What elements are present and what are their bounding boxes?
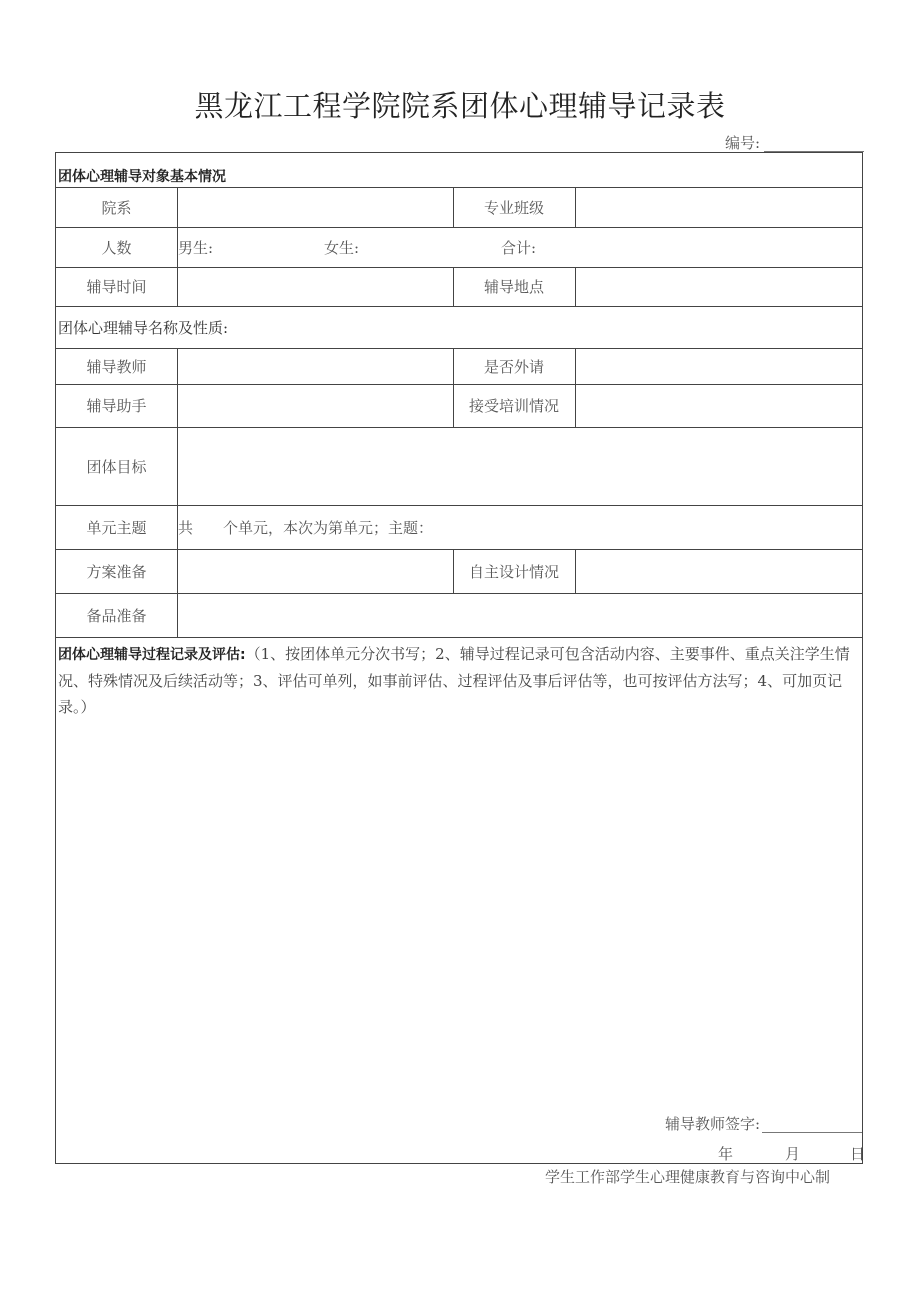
department-label: 院系 (101, 198, 132, 217)
date-day: 日 (850, 1145, 866, 1163)
footer-issuer: 学生工作部学生心理健康教育与咨询中心制 (545, 1168, 831, 1186)
time-field[interactable] (178, 267, 453, 306)
materials-label: 备品准备 (86, 606, 147, 625)
external-label: 是否外请 (483, 357, 544, 376)
teacher-label: 辅导教师 (86, 357, 147, 376)
plan-label: 方案准备 (86, 562, 147, 581)
self-design-field[interactable] (576, 549, 862, 593)
total-label: 合计: (501, 238, 537, 257)
record-number (725, 132, 864, 153)
major-class-field[interactable] (576, 187, 862, 227)
major-class-label: 专业班级 (483, 198, 544, 217)
assistant-label: 辅导助手 (86, 397, 147, 415)
date-month: 月 (785, 1145, 801, 1163)
goal-field[interactable] (178, 427, 862, 505)
teacher-signature (665, 1113, 862, 1134)
training-field[interactable] (576, 384, 862, 427)
location-label: 辅导地点 (483, 278, 544, 296)
record-number-label: 编号: (724, 134, 760, 152)
female-label: 女生: (324, 238, 360, 257)
date-year: 年 (718, 1145, 734, 1163)
record-table (55, 152, 866, 1164)
signature-field[interactable] (762, 1118, 862, 1133)
goal-label: 团体目标 (86, 457, 147, 476)
external-field[interactable] (576, 348, 862, 384)
male-label: 男生: (178, 238, 214, 257)
plan-field[interactable] (178, 549, 453, 593)
materials-field[interactable] (178, 593, 862, 637)
unit-theme-label: 单元主题 (86, 518, 147, 537)
page-title: 黑龙江工程学院院系团体心理辅导记录表 (194, 89, 726, 123)
department-field[interactable] (178, 187, 453, 227)
process-record-section[interactable] (58, 641, 858, 720)
record-number-field[interactable] (764, 137, 864, 152)
teacher-field[interactable] (178, 348, 453, 384)
process-record-note: （1、按团体单元分次书写；2、辅导过程记录可包含活动内容、主要事件、重点关注学生情况、特殊情况及后续活动等；3、评估可单列，如事前评估、过程评估及事后评估等，也可按评估方法写；4、可加页记录。） (58, 645, 850, 716)
count-label: 人数 (101, 238, 132, 257)
self-design-label: 自主设计情况 (468, 562, 559, 581)
unit-theme-text: 共 个单元，本次为第单元；主题： (178, 518, 434, 537)
signature-label: 辅导教师签字: (664, 1115, 760, 1133)
time-label: 辅导时间 (86, 278, 147, 296)
assistant-field[interactable] (178, 384, 453, 427)
training-label: 接受培训情况 (468, 397, 559, 415)
name-nature-label: 团体心理辅导名称及性质: (58, 318, 229, 337)
process-record-heading: 团体心理辅导过程记录及评估: (58, 647, 246, 663)
section-basic-info: 团体心理辅导对象基本情况 (58, 169, 226, 185)
location-field[interactable] (576, 267, 862, 306)
